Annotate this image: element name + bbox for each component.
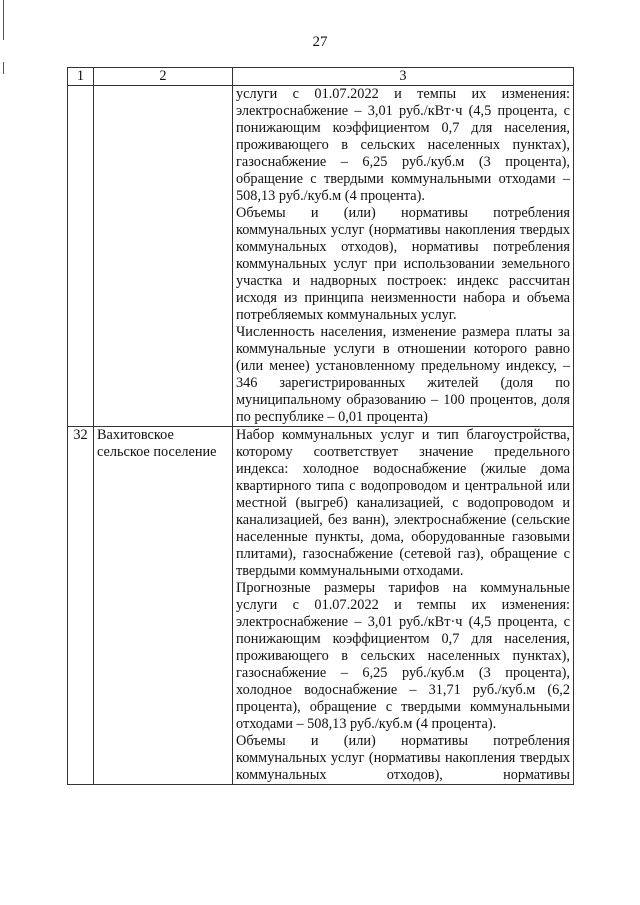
paragraph: Набор коммунальных услуг и тип благоустройства, которому соответствует значение предельного индекса: холодное водоснабжение (жилые дома квартирного типа с водопроводом и центральной или местной (выгреб) канализацией, с водопроводом и канализацией, без ванн), электроснабжение (сельские населенные пункты, дома, оборудованные газовыми плитами), газоснабжение (сетевой газ), обращение с твердыми коммунальными отходами. [236, 427, 570, 579]
row-number: 32 [68, 427, 94, 785]
table-row [68, 86, 574, 427]
paragraph: Объемы и (или) нормативы потребления коммунальных услуг (нормативы накопления твердых коммунальных отходов), нормативы [236, 733, 570, 783]
paragraph: Прогнозные размеры тарифов на коммунальные услуги с 01.07.2022 и темпы их изменения: электроснабжение – 3,01 руб./кВт·ч (4,5 процента, с понижающим коэффициентом 0,7 для населения, проживающего в сельских населенных пунктах), газоснабжение – 6,25 руб./куб.м (3 процента), холодное водоснабжение – 31,71 руб./куб.м (6,2 процента), обращение с твердыми коммунальными отходами – 508,13 руб./куб.м (4 процента). [236, 580, 570, 732]
row-number [68, 86, 94, 427]
margin-mark-lower [3, 62, 4, 74]
paragraph: Объемы и (или) нормативы потребления коммунальных услуг (нормативы накопления твердых коммунальных отходов), нормативы потребления коммунальных услуг при использовании земельного участка и надворных построек: индекс рассчитан исходя из принципа неизменности набора и объема потребляемых коммунальных услуг. [236, 205, 570, 323]
header-col-1: 1 [68, 68, 94, 86]
table-header-row [68, 68, 574, 86]
page-number: 27 [312, 34, 328, 50]
row-municipality: Вахитовское сельское поселение [94, 427, 233, 785]
row-description [233, 86, 574, 427]
paragraph: услуги с 01.07.2022 и темпы их изменения: электроснабжение – 3,01 руб./кВт·ч (4,5 процента, с понижающим коэффициентом 0,7 для населения, проживающего в сельских населенных пунктах), газоснабжение – 6,25 руб./куб.м (3 процента), обращение с твердыми коммунальными отходами – 508,13 руб./куб.м (4 процента). [236, 86, 570, 204]
table-row [68, 427, 574, 785]
paragraph: Численность населения, изменение размера платы за коммунальные услуги в отношении которого равно (или менее) установленному предельному индексу, – 346 зарегистрированных жителей (доля по муниципальному образованию – 100 процентов, доля по республике – 0,01 процента) [236, 324, 570, 425]
header-col-3: 3 [233, 68, 574, 86]
header-col-2: 2 [94, 68, 233, 86]
row-description [233, 427, 574, 785]
row-municipality [94, 86, 233, 427]
document-table [67, 67, 574, 785]
